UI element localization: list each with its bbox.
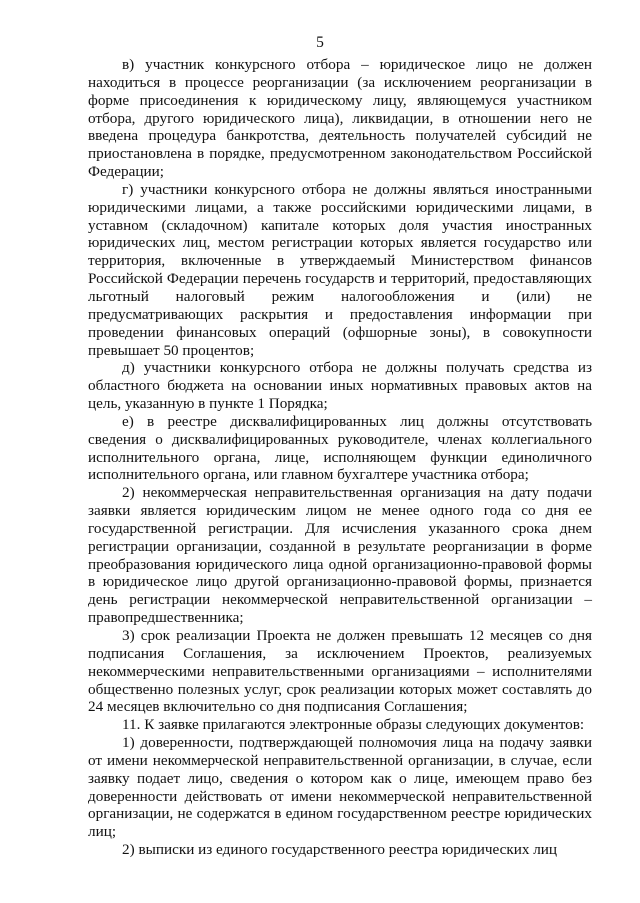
page-number: 5 (316, 34, 324, 51)
paragraph-2-registry-extract: 2) выписки из единого государственного реестра юридических лиц (122, 841, 558, 859)
paragraph-1-power-of-attorney: 1) доверенности, подтверждающей полномочия лица на подачу заявки от имени некоммерческой неправительственной организации, в случае, если заявку подает лицо, сведения о котором как о лице, имеющем право без доверенности действовать от имени некоммерческой неправительственной организации, не содержатся в едином государственном реестре юридических лиц; (88, 734, 592, 841)
document-body (88, 56, 592, 859)
paragraph-d-no-other-budget-funds: д) участники конкурсного отбора не должны получать средства из областного бюджета на основании иных нормативных правовых актов на цель, указанную в пункте 1 Порядка; (88, 359, 592, 413)
paragraph-v-not-reorganizing: в) участник конкурсного отбора – юридическое лицо не должен находиться в процессе реорганизации (за исключением реорганизации в форме присоединения к юридическому лицу, являющемуся участником отбора, другого юридического лица), ликвидации, в отношении него не введена процедура банкротства, деятельность получателей субсидий не приостановлена в порядке, предусмотренном законодательством Российской Федерации; (88, 56, 592, 181)
paragraph-3-project-duration: 3) срок реализации Проекта не должен превышать 12 месяцев со дня подписания Соглашения, за исключением Проектов, реализуемых некоммерческими неправительственными организациями – исполнителями общественно полезных услуг, срок реализации которых может составлять до 24 месяцев включительно со дня подписания Соглашения; (88, 627, 592, 716)
paragraph-e-no-disqualified-persons: е) в реестре дисквалифицированных лиц должны отсутствовать сведения о дисквалифицированных руководителе, членах коллегиального исполнительного органа, лице, исполняющем функции единоличного исполнительного органа, или главном бухгалтере участника отбора; (88, 412, 592, 484)
paragraph-g-not-foreign: г) участники конкурсного отбора не должны являться иностранными юридическими лицами, а также российскими юридическими лицами, в уставном (складочном) капитале которых доля участия иностранных юридических лиц, местом регистрации которых является государство или территория, включенные в утверждаемый Министерством финансов Российской Федерации перечень государств и территорий, предоставляющих льготный налоговый режим налогообложения и (или) не предусматривающих раскрытия и предоставления информации при проведении финансовых операций (офшорные зоны), в совокупности превышает 50 процентов; (88, 180, 592, 359)
paragraph-2-registration-period: 2) некоммерческая неправительственная организация на дату подачи заявки является юридическим лицом не менее одного года со дня ее государственной регистрации. Для исчисления указанного срока днем регистрации организации, созданной в результате реорганизации в форме преобразования юридического лица одной организационно-правовой формы в юридическое лицо другой организационно-правовой формы, признается день регистрации некоммерческой неправительственной организации – правопредшественника; (88, 484, 592, 627)
paragraph-11-attachments-heading: 11. К заявке прилагаются электронные образы следующих документов: (122, 716, 585, 734)
